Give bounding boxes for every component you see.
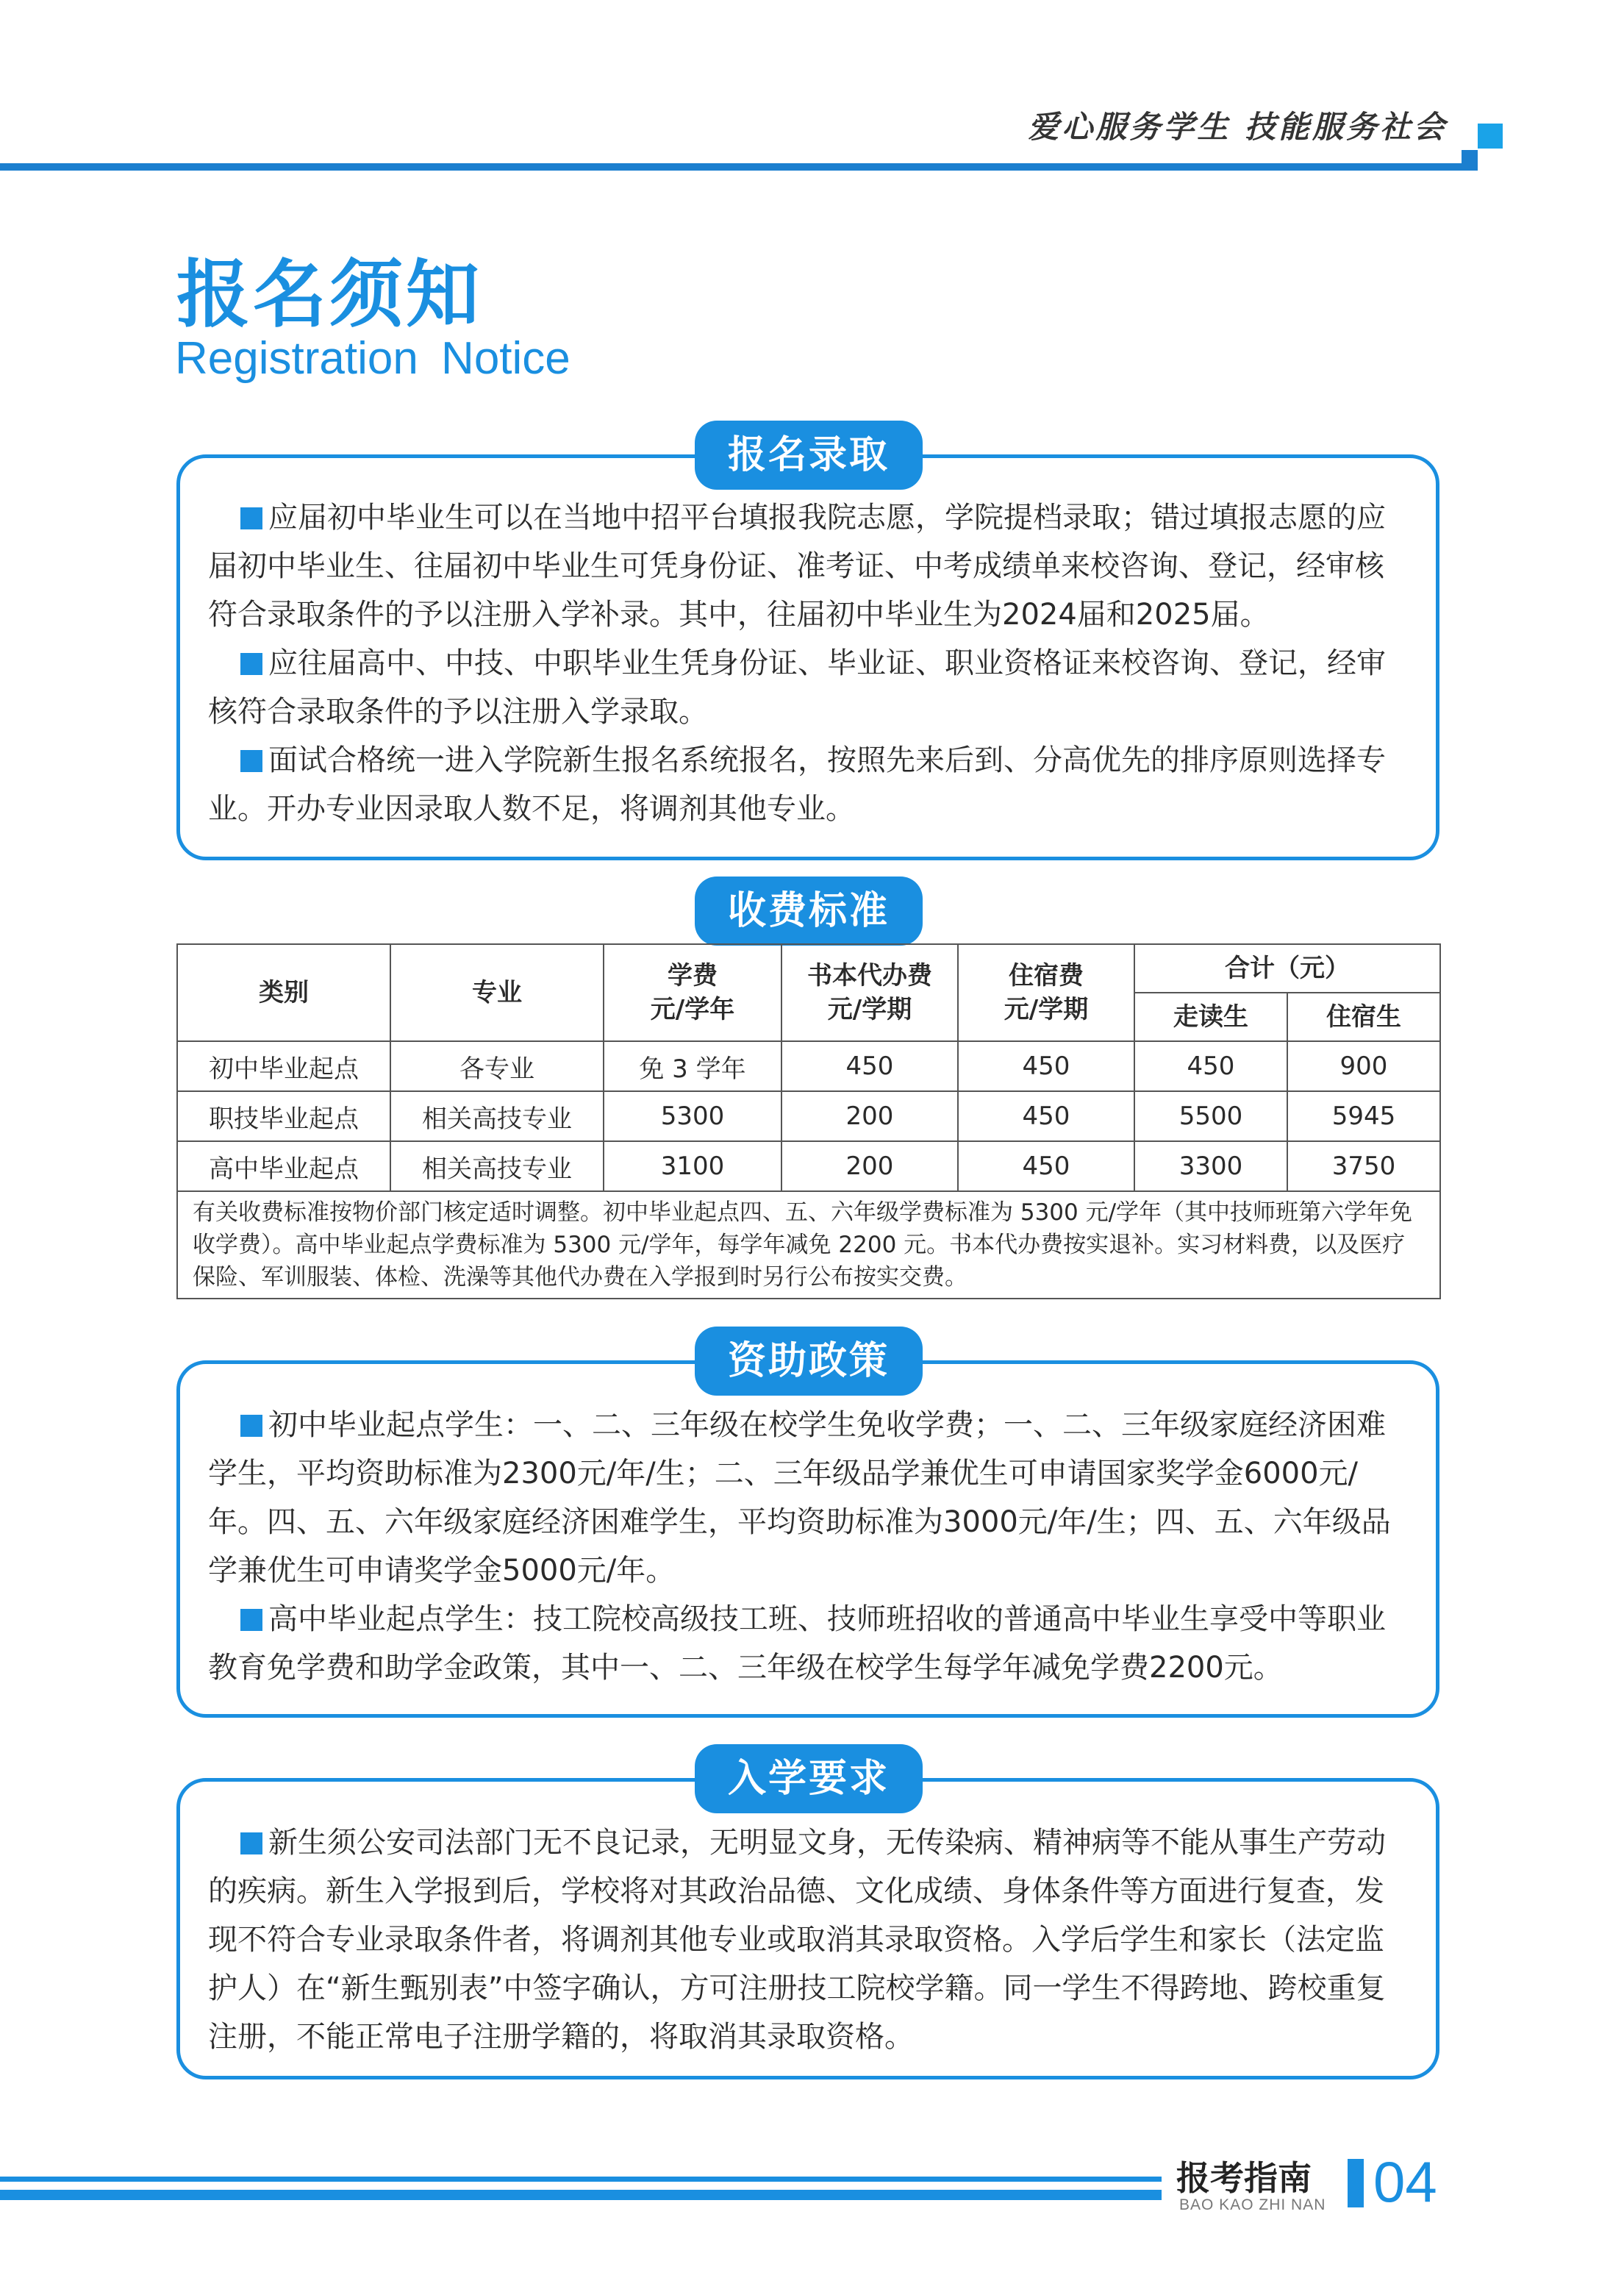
- header-total: 合计（元）: [1134, 944, 1440, 993]
- admission-paragraph: 应届初中毕业生可以在当地中招平台填报我院志愿，学院提档录取；错过填报志愿的应届初中毕业生、往届初中毕业生可凭身份证、准考证、中考成绩单来校咨询、登记，经审核符合录取条件的予以注册入学补录。其中，往届初中毕业生为2024届和2025届。: [208, 501, 1386, 632]
- cell-books: 450: [781, 1041, 958, 1091]
- bullet-square-icon: [240, 1415, 262, 1437]
- footer-bar-decoration: [1348, 2159, 1364, 2207]
- footer-title: 报考指南: [1176, 2158, 1312, 2198]
- section-tag-fees: 收费标准: [695, 877, 923, 946]
- header-category: 类别: [177, 944, 390, 1041]
- fee-table: [176, 943, 1441, 1299]
- admission-section: [176, 454, 1439, 860]
- table-row: [177, 1141, 1440, 1191]
- cell-category: 职技毕业起点: [177, 1091, 390, 1141]
- cell-dorm: 450: [958, 1091, 1134, 1141]
- cell-day: 3300: [1134, 1141, 1287, 1191]
- cell-dorm: 450: [958, 1041, 1134, 1091]
- bullet-square-icon: [240, 1609, 262, 1631]
- header-slogan: 爱心服务学生 技能服务社会: [1028, 109, 1448, 145]
- header-tuition: 学费 元/学年: [604, 944, 781, 1041]
- footer-rule-thin: [0, 2177, 1162, 2182]
- admission-paragraph: 应往届高中、中技、中职毕业生凭身份证、毕业证、职业资格证来校咨询、登记，经审核符合录取条件的予以注册入学录取。: [208, 646, 1386, 729]
- cell-major: 相关高技专业: [390, 1141, 604, 1191]
- cell-tuition: 5300: [604, 1091, 781, 1141]
- header-dorm: 住宿费 元/学期: [958, 944, 1134, 1041]
- cell-books: 200: [781, 1141, 958, 1191]
- cell-dorm: 450: [958, 1141, 1134, 1191]
- bullet-square-icon: [240, 653, 262, 675]
- section-tag-admission: 报名录取: [695, 421, 923, 490]
- cell-boarding: 5945: [1287, 1091, 1440, 1141]
- cell-day: 5500: [1134, 1091, 1287, 1141]
- header-rule: [0, 163, 1478, 171]
- aid-paragraph: 高中毕业起点学生：技工院校高级技工班、技师班招收的普通高中毕业生享受中等职业教育免学费和助学金政策，其中一、二、三年级在校学生每学年减免学费2200元。: [208, 1602, 1386, 1685]
- header-boarding-student: 住宿生: [1287, 993, 1440, 1041]
- bullet-square-icon: [240, 507, 262, 529]
- cell-category: 高中毕业起点: [177, 1141, 390, 1191]
- footer-rule-thick: [0, 2190, 1162, 2200]
- aid-section: [176, 1360, 1439, 1718]
- header-day-student: 走读生: [1134, 993, 1287, 1041]
- header-books: 书本代办费 元/学期: [781, 944, 958, 1041]
- page-title: 报名须知: [176, 251, 482, 338]
- footer-subtitle: BAO KAO ZHI NAN: [1179, 2196, 1326, 2213]
- bullet-square-icon: [240, 1832, 262, 1854]
- page-subtitle: Registration Notice: [175, 333, 570, 384]
- admission-paragraph: 面试合格统一进入学院新生报名系统报名，按照先来后到、分高优先的排序原则选择专业。开办专业因录取人数不足，将调剂其他专业。: [208, 743, 1386, 826]
- requirements-section: [176, 1778, 1439, 2079]
- requirements-paragraph: 新生须公安司法部门无不良记录，无明显文身，无传染病、精神病等不能从事生产劳动的疾病。新生入学报到后，学校将对其政治品德、文化成绩、身体条件等方面进行复查，发现不符合专业录取条件者，将调剂其他专业或取消其录取资格。入学后学生和家长（法定监护人）在“新生甄别表”中签字确认，方可注册技工院校学籍。同一学生不得跨地、跨校重复注册，不能正常电子注册学籍的，将取消其录取资格。: [208, 1826, 1386, 2054]
- table-row: [177, 1041, 1440, 1091]
- header-major: 专业: [390, 944, 604, 1041]
- header-square-decoration: [1478, 124, 1503, 149]
- table-row: [177, 1091, 1440, 1141]
- section-tag-requirements: 入学要求: [695, 1744, 923, 1813]
- header-square-decoration-small: [1462, 150, 1478, 166]
- section-tag-aid: 资助政策: [695, 1327, 923, 1396]
- cell-day: 450: [1134, 1041, 1287, 1091]
- aid-paragraph: 初中毕业起点学生：一、二、三年级在校学生免收学费；一、二、三年级家庭经济困难学生，平均资助标准为2300元/年/生；二、三年级品学兼优生可申请国家奖学金6000元/年。四、五、六年级家庭经济困难学生，平均资助标准为3000元/年/生；四、五、六年级品学兼优生可申请奖学金5000元/年。: [208, 1408, 1391, 1588]
- cell-major: 相关高技专业: [390, 1091, 604, 1141]
- cell-tuition: 3100: [604, 1141, 781, 1191]
- cell-books: 200: [781, 1091, 958, 1141]
- cell-major: 各专业: [390, 1041, 604, 1091]
- cell-tuition: 免 3 学年: [604, 1041, 781, 1091]
- bullet-square-icon: [240, 750, 262, 772]
- cell-category: 初中毕业起点: [177, 1041, 390, 1091]
- fee-note: 有关收费标准按物价部门核定适时调整。初中毕业起点四、五、六年级学费标准为 5300 元/学年（其中技师班第六学年免收学费）。高中毕业起点学费标准为 5300 元/学年，每学年减免 2200 元。书本代办费按实退补。实习材料费，以及医疗保险、军训服装、体检、洗澡等其他代办费在入学报到时另行公布按实交费。: [177, 1191, 1440, 1299]
- cell-boarding: 900: [1287, 1041, 1440, 1091]
- cell-boarding: 3750: [1287, 1141, 1440, 1191]
- page-number: 04: [1373, 2149, 1437, 2214]
